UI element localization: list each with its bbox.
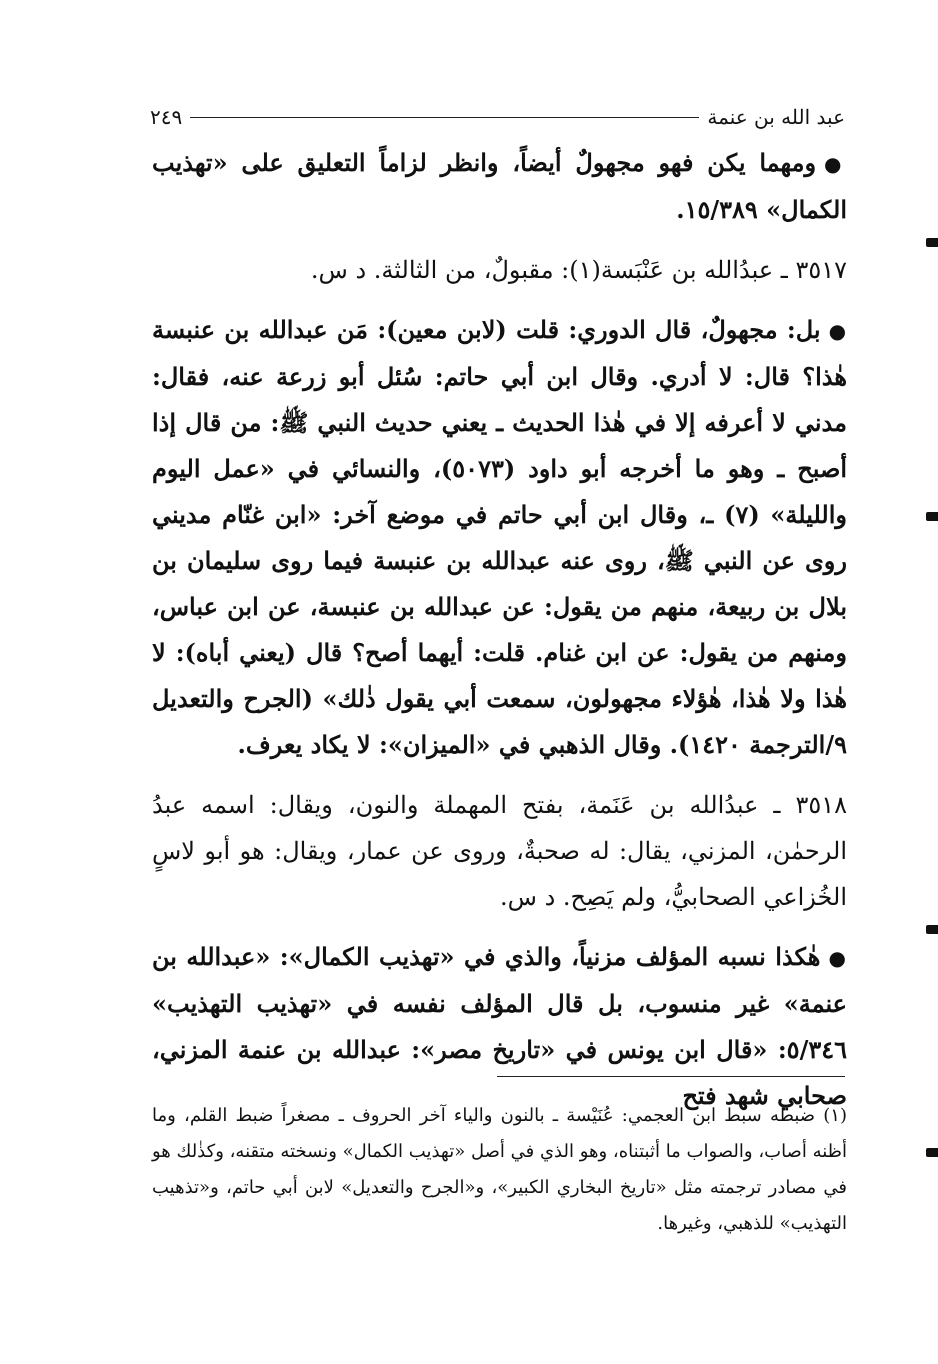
page-edge-mark [926, 238, 938, 247]
comment-paragraph-2 [152, 307, 847, 768]
header-rule [190, 117, 699, 118]
bullet-icon: ● [828, 946, 848, 970]
comment-text-2: بل: مجهولٌ، قال الدوري: قلت (لابن معين): مَن عبدالله بن عنبسة هٰذا؟ قال: لا أدري. وقال ابن أبي حاتم: سُئل أبو زرعة عنه، فقال: مدني لا أعرفه إلا في هٰذا الحديث ـ يعني حديث النبي ﷺ: من قال إذا أصبح ـ وهو ما أخرجه أبو داود (٥٠٧٣)، والنسائي في «عمل اليوم والليلة» (٧) ـ، وقال ابن أبي حاتم في موضع آخر: «ابن غنّام مديني روى عن النبي ﷺ، روى عنه عبدالله بن عنبسة فيما روى سليمان بن بلال بن ربيعة، منهم من يقول: عن عبدالله بن عنبسة، عن ابن عباس، ومنهم من يقول: عن ابن غنام. قلت: أيهما أصح؟ قال (يعني أباه): لا هٰذا ولا هٰذا، هٰؤلاء مجهولون، سمعت أبي يقول ذٰلك» (الجرح والتعديل ٩/الترجمة ١٤٢٠). وقال الذهبي في «الميزان»: لا يكاد يعرف. [152, 315, 848, 759]
page-number: ٢٤٩ [150, 105, 183, 129]
entry-3517: ٣٥١٧ ـ عبدُالله بن عَنْبَسة(١): مقبولٌ، من الثالثة. د س. [310, 256, 847, 284]
page-edge-mark [926, 925, 938, 934]
bullet-icon: ● [824, 152, 847, 176]
page-header [150, 100, 845, 134]
comment-paragraph-1 [152, 140, 847, 233]
bullet-icon: ● [828, 319, 847, 343]
footnote-separator [497, 1076, 845, 1077]
main-text [152, 140, 847, 1133]
comment-text-3: هٰكذا نسبه المؤلف مزنياً، والذي في «تهذيب الكمال»: «عبدالله بن عنمة» غير منسوب، بل قال المؤلف نفسه في «تهذيب التهذيب» ٥/٣٤٦: «قال ابن يونس في «تاريخ مصر»: عبدالله بن عنمة المزني، صحابي شهد فتح [152, 942, 848, 1110]
comment-paragraph-3 [152, 934, 847, 1119]
page-edge-mark [926, 1148, 938, 1157]
running-title: عبد الله بن عنمة [707, 105, 845, 129]
entry-3518: ٣٥١٨ ـ عبدُالله بن عَنَمة، بفتح المهملة والنون، ويقال: اسمه عبدُ الرحمٰن، المزني، يقال: له صحبةٌ، وروى عن عمار، ويقال: هو أبو لاسٍ الخُزاعي الصحابيُّ، ولم يَصِح. د س. [152, 791, 847, 911]
page-edge-mark [926, 512, 938, 521]
footnote: (١) ضبطه سبط ابن العجمي: عُنَيْسة ـ بالنون والياء آخر الحروف ـ مصغراً ضبط القلم، وما أظنه أصاب، والصواب ما أثبتناه، وهو الذي في أصل «تهذيب الكمال» ونسخته متقنه، وكذٰلك هو في مصادر ترجمته مثل «تاريخ البخاري الكبير»، و«الجرح والتعديل» لابن أبي حاتم، و«تذهيب التهذيب» للذهبي، وغيرها. [152, 1105, 847, 1234]
comment-text-1: ومهما يكن فهو مجهولٌ أيضاً، وانظر لزاماً التعليق على «تهذيب الكمال» ١٥/٣٨٩. [152, 148, 847, 224]
